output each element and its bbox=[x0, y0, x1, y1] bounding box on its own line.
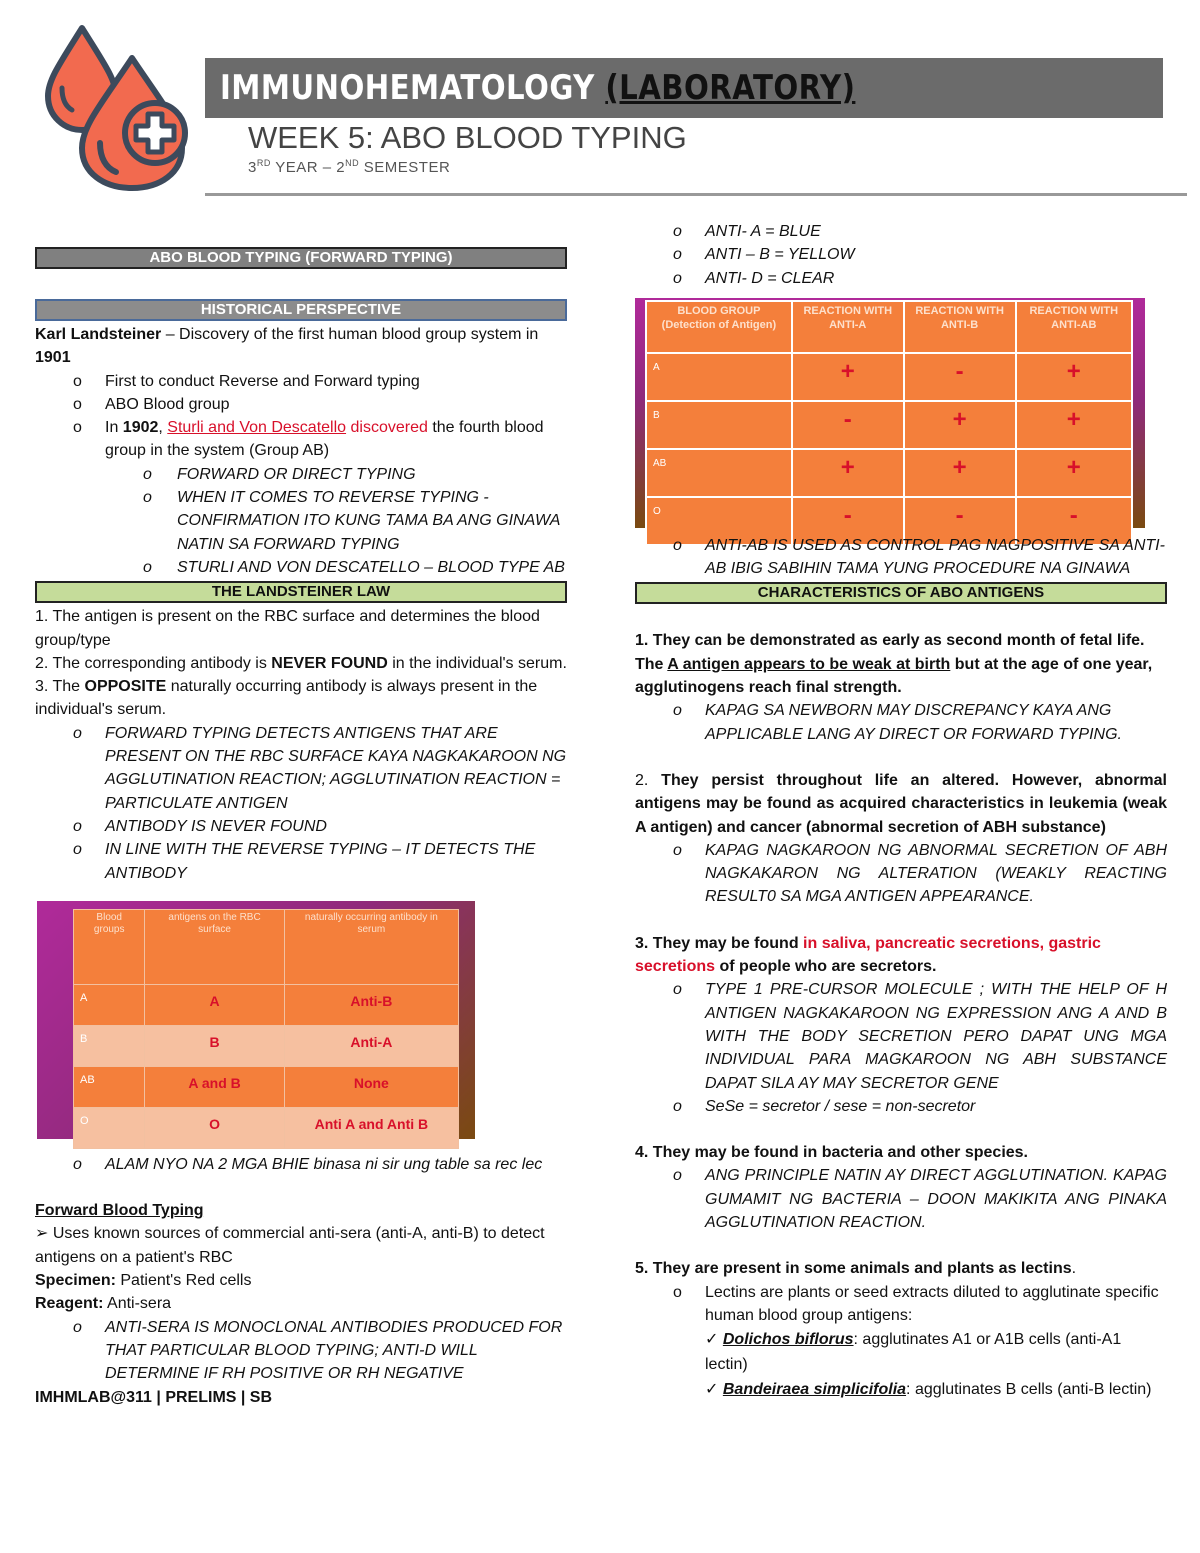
characteristic-4: 4. They may be found in bacteria and other species. bbox=[635, 1144, 1028, 1162]
karl-landsteiner-text: Karl Landsteiner – Discovery of the first human blood group system in 1901 bbox=[35, 326, 539, 367]
table-header: REACTION WITH ANTI-A bbox=[792, 301, 904, 353]
table-cell: Anti A and Anti B bbox=[284, 1107, 458, 1148]
table-cell: B bbox=[74, 1025, 145, 1066]
table-cell: A bbox=[646, 353, 792, 401]
law-item: 2. The corresponding antibody is NEVER FOUND in the individual's serum. bbox=[35, 654, 567, 672]
table-cell: O bbox=[145, 1107, 284, 1148]
table-cell: B bbox=[646, 401, 792, 449]
law-bullet: o IN LINE WITH THE REVERSE TYPING – IT DETECTS THE ANTIBODY bbox=[35, 838, 567, 885]
section-historical-perspective: HISTORICAL PERSPECTIVE bbox=[35, 299, 567, 321]
header-divider bbox=[205, 193, 1187, 196]
table-cell: Anti-A bbox=[284, 1025, 458, 1066]
table-cell: AB bbox=[74, 1066, 145, 1107]
blood-drops-logo-icon bbox=[40, 18, 200, 193]
law-item: 3. The OPPOSITE naturally occurring antibody is always present in the individual's serum. bbox=[35, 678, 538, 719]
main-title: IMMUNOHEMATOLOGY (LABORATORY) bbox=[220, 68, 856, 108]
specimen-line: Specimen: Patient's Red cells bbox=[35, 1272, 252, 1290]
table-cell: B bbox=[145, 1025, 284, 1066]
forward-typing-desc: ➢ Uses known sources of commercial anti-sera (anti-A, anti-B) to detect antigens on a patient's RBC bbox=[35, 1225, 545, 1266]
left-column bbox=[35, 245, 567, 1409]
characteristic-bullet: o Lectins are plants or seed extracts diluted to agglutinate specific human blood group antigens: bbox=[635, 1281, 1167, 1328]
history-bullet: o In 1902, Sturli and Von Descatello discovered the fourth blood group in the system (Group AB) bbox=[35, 416, 567, 463]
antigen-antibody-table bbox=[37, 901, 475, 1139]
table-cell: A and B bbox=[145, 1066, 284, 1107]
history-subbullet: o FORWARD OR DIRECT TYPING bbox=[35, 463, 567, 486]
reagent-color-item: o ANTI- A = BLUE bbox=[635, 220, 1167, 243]
table-cell: - bbox=[904, 353, 1016, 401]
characteristic-bullet: o TYPE 1 PRE-CURSOR MOLECULE ; WITH THE HELP OF H ANTIGEN NAGKAKAROON NG EXPRESSION ANG A AND B WITH THE BODY SECRETION PERO DAPAT UNG MGA INDIVIDUAL PARA MAGKAROON NG ABH SUBSTANCE DAPAT SILA AY MAY SECRETOR GENE bbox=[635, 978, 1167, 1094]
history-subbullet: o STURLI AND VON DESCATELLO – BLOOD TYPE AB bbox=[35, 556, 567, 579]
table-cell: None bbox=[284, 1066, 458, 1107]
table-cell: - bbox=[904, 497, 1016, 545]
characteristic-bullet: o KAPAG NAGKAROON NG ABNORMAL SECRETION OF ABH NAGKAKARON NG ALTERATION (WEAKLY REACTING RESULT0 SA MGA ANTIGEN APPEARANCE. bbox=[635, 839, 1167, 909]
forward-bullet: o ANTI-SERA IS MONOCLONAL ANTIBODIES PRODUCED FOR THAT PARTICULAR BLOOD TYPING; ANTI-D WILL DETERMINE IF RH POSITIVE OR RH NEGATIVE bbox=[35, 1316, 567, 1386]
section-characteristics: CHARACTERISTICS OF ABO ANTIGENS bbox=[635, 582, 1167, 604]
reagent-color-item: o ANTI – B = YELLOW bbox=[635, 243, 1167, 266]
semester-line: 3RD YEAR – 2ND SEMESTER bbox=[248, 158, 451, 176]
table-cell: + bbox=[1016, 353, 1132, 401]
table-cell: + bbox=[792, 449, 904, 497]
table-header: BLOOD GROUP (Detection of Antigen) bbox=[646, 301, 792, 353]
reagent-color-item: o ANTI- D = CLEAR bbox=[635, 267, 1167, 290]
table-cell: A bbox=[145, 984, 284, 1025]
characteristic-bullet: o KAPAG SA NEWBORN MAY DISCREPANCY KAYA ANG APPLICABLE LANG AY DIRECT OR FORWARD TYPING. bbox=[635, 699, 1167, 746]
table-cell: A bbox=[74, 984, 145, 1025]
law-bullet: o FORWARD TYPING DETECTS ANTIGENS THAT ARE PRESENT ON THE RBC SURFACE KAYA NAGKAKAROON NG AGGLUTINATION REACTION; AGGLUTINATION REACTION = PARTICULATE ANTIGEN bbox=[35, 722, 567, 815]
anti-ab-note: o ANTI-AB IS USED AS CONTROL PAG NAGPOSITIVE SA ANTI-AB IBIG SABIHIN TAMA YUNG PROCEDURE NA GINAWA bbox=[635, 534, 1167, 581]
table-header: REACTION WITH ANTI-AB bbox=[1016, 301, 1132, 353]
table-cell: - bbox=[1016, 497, 1132, 545]
section-landsteiner-law: THE LANDSTEINER LAW bbox=[35, 581, 567, 603]
reagent-line: Reagent: Anti-sera bbox=[35, 1295, 172, 1313]
characteristic-1: 1. They can be demonstrated as early as second month of fetal life. The A antigen appears to be weak at birth but at the age of one year, agglutinogens reach final strength. bbox=[635, 632, 1153, 697]
law-bullet: o ANTIBODY IS NEVER FOUND bbox=[35, 815, 567, 838]
lectin-item: ✓ Dolichos biflorus: agglutinates A1 or A1B cells (anti-A1 lectin) bbox=[705, 1331, 1122, 1374]
table-cell: + bbox=[792, 353, 904, 401]
characteristic-bullet: o ANG PRINCIPLE NATIN AY DIRECT AGGLUTINATION. KAPAG GUMAMIT NG BACTERIA – DOON MAKIKITA ANG PINAKA AGGLUTINATION REACTION. bbox=[635, 1164, 1167, 1234]
sturli-link: Sturli and Von Descatello bbox=[167, 419, 347, 437]
characteristic-3: 3. They may be found in saliva, pancreatic secretions, gastric secretions of people who are secretors. bbox=[635, 934, 1101, 976]
forward-typing-heading: Forward Blood Typing bbox=[35, 1202, 204, 1220]
table-cell: AB bbox=[646, 449, 792, 497]
week-title: WEEK 5: ABO BLOOD TYPING bbox=[248, 120, 687, 155]
table-header: naturally occurring antibody in serum bbox=[284, 909, 458, 984]
table-header: REACTION WITH ANTI-B bbox=[904, 301, 1016, 353]
history-bullet: o First to conduct Reverse and Forward typing bbox=[35, 370, 567, 393]
table-cell: Anti-B bbox=[284, 984, 458, 1025]
table-cell: O bbox=[74, 1107, 145, 1148]
table-header: antigens on the RBC surface bbox=[145, 909, 284, 984]
lectin-item: ✓ Bandeiraea simplicifolia: agglutinates B cells (anti-B lectin) bbox=[705, 1381, 1152, 1399]
table-cell: + bbox=[904, 449, 1016, 497]
table-cell: - bbox=[792, 497, 904, 545]
title-laboratory: (LABORATORY) bbox=[605, 68, 856, 108]
characteristic-5: 5. They are present in some animals and plants as lectins. bbox=[635, 1260, 1077, 1278]
history-bullet: o ABO Blood group bbox=[35, 393, 567, 416]
table-cell: + bbox=[904, 401, 1016, 449]
section-forward-typing: ABO BLOOD TYPING (FORWARD TYPING) bbox=[35, 247, 567, 269]
law-item: 1. The antigen is present on the RBC surface and determines the blood group/type bbox=[35, 608, 540, 649]
characteristic-2: 2. They persist throughout life an altered. However, abnormal antigens may be found as acquired characteristics in leukemia (weak A antigen) and cancer (abnormal secretion of ABH substance) bbox=[635, 771, 1167, 836]
table-cell: + bbox=[1016, 449, 1132, 497]
characteristic-bullet: o SeSe = secretor / sese = non-secretor bbox=[635, 1095, 1167, 1118]
table-cell: - bbox=[792, 401, 904, 449]
footer: IMHMLAB@311 | PRELIMS | SB bbox=[35, 1388, 273, 1406]
table-cell: O bbox=[646, 497, 792, 545]
table-cell: + bbox=[1016, 401, 1132, 449]
history-subbullet: o WHEN IT COMES TO REVERSE TYPING - CONFIRMATION ITO KUNG TAMA BA ANG GINAWA NATIN SA FORWARD TYPING bbox=[35, 486, 567, 556]
table-note: o ALAM NYO NA 2 MGA BHIE binasa ni sir ung table sa rec lec bbox=[35, 1153, 567, 1176]
right-column bbox=[635, 220, 1167, 1402]
table-header: Blood groups bbox=[74, 909, 145, 984]
reaction-table bbox=[635, 298, 1145, 528]
